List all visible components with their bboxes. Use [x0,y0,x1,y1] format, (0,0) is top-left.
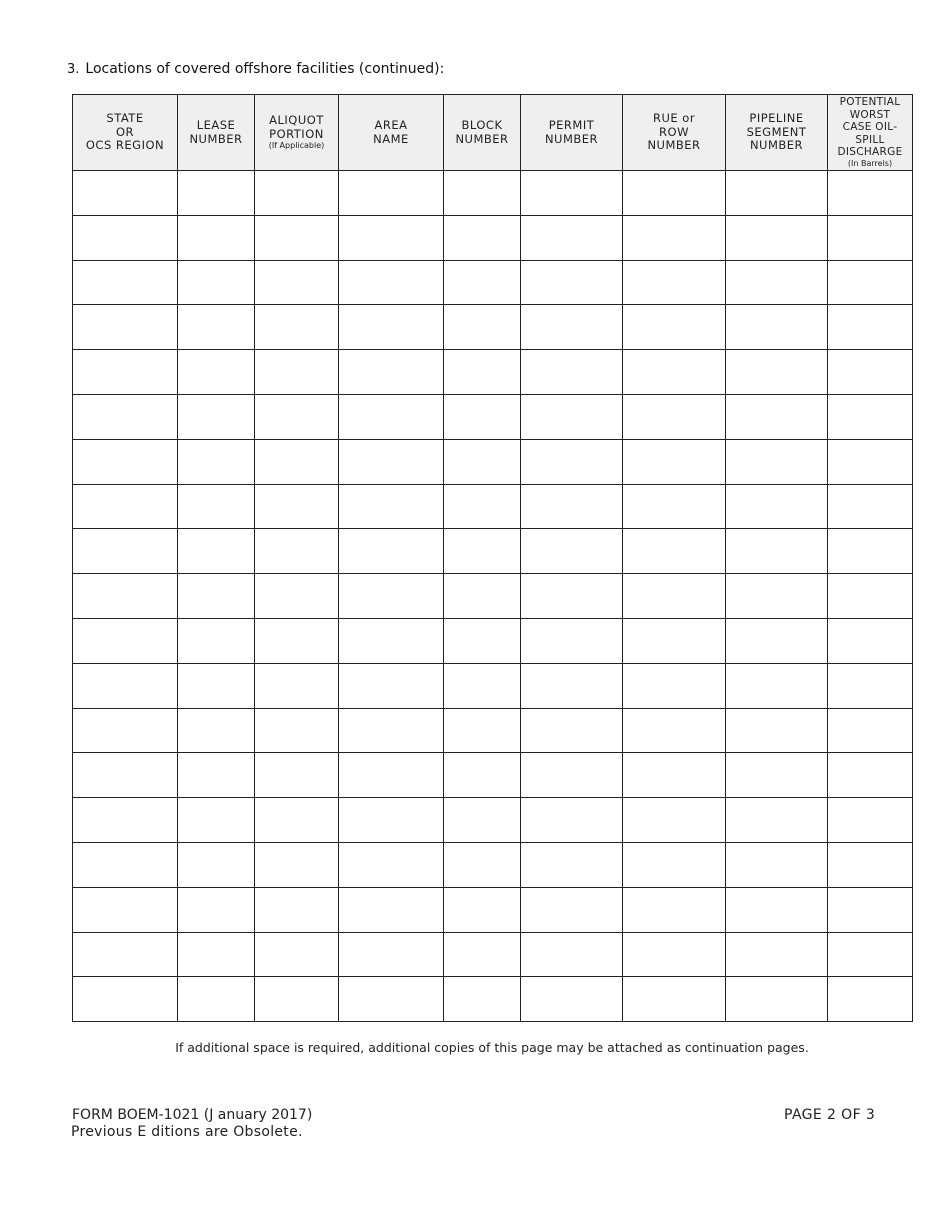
cell-worst-case-discharge[interactable] [828,260,913,305]
cell-aliquot-portion[interactable] [255,215,339,260]
cell-pipeline-segment-number[interactable] [726,484,828,529]
cell-pipeline-segment-number[interactable] [726,708,828,753]
cell-block-number[interactable] [444,663,521,708]
table-row [73,171,913,216]
page-number: PAGE 2 OF 3 [784,1107,876,1123]
cell-permit-number[interactable] [521,663,623,708]
cell-worst-case-discharge[interactable] [828,618,913,663]
cell-rue-row-number[interactable] [623,708,726,753]
column-header-pipeline-segment-number: PIPELINE SEGMENT NUMBER [726,95,828,171]
cell-area-name[interactable] [339,574,444,619]
cell-rue-row-number[interactable] [623,439,726,484]
cell-area-name[interactable] [339,887,444,932]
cell-state-ocs-region[interactable] [73,663,178,708]
cell-permit-number[interactable] [521,932,623,977]
cell-aliquot-portion[interactable] [255,663,339,708]
column-header-aliquot-portion: ALIQUOT PORTION (If Applicable) [255,95,339,171]
cell-permit-number[interactable] [521,842,623,887]
cell-area-name[interactable] [339,484,444,529]
column-header-worst-case-discharge: POTENTIAL WORST CASE OIL- SPILL DISCHARGE (In Barrels) [828,95,913,171]
cell-permit-number[interactable] [521,394,623,439]
cell-worst-case-discharge[interactable] [828,842,913,887]
cell-block-number[interactable] [444,753,521,798]
cell-rue-row-number[interactable] [623,529,726,574]
cell-area-name[interactable] [339,260,444,305]
cell-worst-case-discharge[interactable] [828,394,913,439]
table-row [73,305,913,350]
cell-permit-number[interactable] [521,977,623,1022]
column-header-state-ocs-region: STATE OR OCS REGION [73,95,178,171]
cell-block-number[interactable] [444,394,521,439]
cell-state-ocs-region[interactable] [73,215,178,260]
cell-worst-case-discharge[interactable] [828,484,913,529]
cell-pipeline-segment-number[interactable] [726,439,828,484]
table-row [73,260,913,305]
cell-rue-row-number[interactable] [623,753,726,798]
cell-state-ocs-region[interactable] [73,708,178,753]
section-number: 3. [67,62,80,77]
cell-permit-number[interactable] [521,618,623,663]
cell-pipeline-segment-number[interactable] [726,842,828,887]
cell-pipeline-segment-number[interactable] [726,350,828,395]
cell-rue-row-number[interactable] [623,484,726,529]
table-row [73,215,913,260]
cell-lease-number[interactable] [178,708,255,753]
table-row [73,708,913,753]
cell-aliquot-portion[interactable] [255,887,339,932]
cell-block-number[interactable] [444,171,521,216]
cell-area-name[interactable] [339,798,444,843]
cell-aliquot-portion[interactable] [255,529,339,574]
cell-lease-number[interactable] [178,753,255,798]
cell-state-ocs-region[interactable] [73,394,178,439]
table-row [73,842,913,887]
cell-lease-number[interactable] [178,798,255,843]
cell-state-ocs-region[interactable] [73,529,178,574]
cell-lease-number[interactable] [178,887,255,932]
continuation-note: If additional space is required, additional copies of this page may be attached as continuation pages. [175,1040,809,1055]
cell-state-ocs-region[interactable] [73,753,178,798]
cell-area-name[interactable] [339,439,444,484]
cell-permit-number[interactable] [521,305,623,350]
cell-worst-case-discharge[interactable] [828,215,913,260]
cell-lease-number[interactable] [178,663,255,708]
cell-pipeline-segment-number[interactable] [726,977,828,1022]
cell-permit-number[interactable] [521,350,623,395]
cell-pipeline-segment-number[interactable] [726,305,828,350]
cell-worst-case-discharge[interactable] [828,574,913,619]
cell-rue-row-number[interactable] [623,394,726,439]
column-header-block-number: BLOCK NUMBER [444,95,521,171]
table-header-row [73,95,913,171]
cell-block-number[interactable] [444,618,521,663]
cell-area-name[interactable] [339,708,444,753]
table-row [73,574,913,619]
cell-area-name[interactable] [339,215,444,260]
cell-area-name[interactable] [339,350,444,395]
cell-lease-number[interactable] [178,215,255,260]
cell-aliquot-portion[interactable] [255,350,339,395]
cell-aliquot-portion[interactable] [255,484,339,529]
table-row [73,529,913,574]
cell-pipeline-segment-number[interactable] [726,529,828,574]
cell-worst-case-discharge[interactable] [828,977,913,1022]
cell-aliquot-portion[interactable] [255,439,339,484]
cell-area-name[interactable] [339,529,444,574]
cell-lease-number[interactable] [178,305,255,350]
cell-rue-row-number[interactable] [623,932,726,977]
cell-area-name[interactable] [339,305,444,350]
cell-lease-number[interactable] [178,350,255,395]
cell-worst-case-discharge[interactable] [828,529,913,574]
cell-pipeline-segment-number[interactable] [726,171,828,216]
cell-block-number[interactable] [444,708,521,753]
cell-block-number[interactable] [444,350,521,395]
cell-aliquot-portion[interactable] [255,574,339,619]
cell-aliquot-portion[interactable] [255,171,339,216]
cell-block-number[interactable] [444,932,521,977]
cell-area-name[interactable] [339,663,444,708]
cell-permit-number[interactable] [521,529,623,574]
cell-block-number[interactable] [444,439,521,484]
cell-state-ocs-region[interactable] [73,171,178,216]
cell-lease-number[interactable] [178,394,255,439]
cell-area-name[interactable] [339,842,444,887]
cell-area-name[interactable] [339,977,444,1022]
cell-worst-case-discharge[interactable] [828,663,913,708]
obsolete-notice: Previous E ditions are Obsolete. [71,1124,303,1140]
cell-block-number[interactable] [444,484,521,529]
cell-block-number[interactable] [444,842,521,887]
cell-block-number[interactable] [444,529,521,574]
cell-lease-number[interactable] [178,977,255,1022]
cell-pipeline-segment-number[interactable] [726,887,828,932]
cell-permit-number[interactable] [521,887,623,932]
cell-lease-number[interactable] [178,529,255,574]
cell-permit-number[interactable] [521,484,623,529]
table-body [73,171,913,1022]
cell-area-name[interactable] [339,753,444,798]
cell-state-ocs-region[interactable] [73,484,178,529]
cell-rue-row-number[interactable] [623,842,726,887]
section-title: Locations of covered offshore facilities (continued): [85,61,445,77]
table-row [73,484,913,529]
cell-pipeline-segment-number[interactable] [726,753,828,798]
cell-aliquot-portion[interactable] [255,305,339,350]
cell-permit-number[interactable] [521,574,623,619]
cell-worst-case-discharge[interactable] [828,798,913,843]
cell-aliquot-portion[interactable] [255,932,339,977]
barrels-note: (In Barrels) [847,158,893,168]
column-header-permit-number: PERMIT NUMBER [521,95,623,171]
form-id: FORM BOEM-1021 (J anuary 2017) [72,1107,313,1123]
cell-aliquot-portion[interactable] [255,798,339,843]
cell-block-number[interactable] [444,215,521,260]
cell-rue-row-number[interactable] [623,171,726,216]
facilities-table [72,94,913,1022]
cell-pipeline-segment-number[interactable] [726,798,828,843]
cell-permit-number[interactable] [521,171,623,216]
cell-block-number[interactable] [444,977,521,1022]
cell-block-number[interactable] [444,574,521,619]
cell-aliquot-portion[interactable] [255,394,339,439]
cell-aliquot-portion[interactable] [255,977,339,1022]
cell-rue-row-number[interactable] [623,798,726,843]
cell-pipeline-segment-number[interactable] [726,574,828,619]
cell-aliquot-portion[interactable] [255,842,339,887]
cell-worst-case-discharge[interactable] [828,753,913,798]
cell-rue-row-number[interactable] [623,977,726,1022]
cell-block-number[interactable] [444,798,521,843]
cell-lease-number[interactable] [178,484,255,529]
cell-worst-case-discharge[interactable] [828,350,913,395]
cell-lease-number[interactable] [178,171,255,216]
cell-lease-number[interactable] [178,618,255,663]
cell-lease-number[interactable] [178,574,255,619]
cell-worst-case-discharge[interactable] [828,439,913,484]
cell-worst-case-discharge[interactable] [828,305,913,350]
cell-block-number[interactable] [444,887,521,932]
cell-aliquot-portion[interactable] [255,708,339,753]
cell-permit-number[interactable] [521,798,623,843]
cell-pipeline-segment-number[interactable] [726,932,828,977]
cell-pipeline-segment-number[interactable] [726,260,828,305]
cell-permit-number[interactable] [521,708,623,753]
cell-rue-row-number[interactable] [623,215,726,260]
cell-worst-case-discharge[interactable] [828,708,913,753]
cell-area-name[interactable] [339,618,444,663]
table-row [73,394,913,439]
cell-lease-number[interactable] [178,932,255,977]
cell-pipeline-segment-number[interactable] [726,215,828,260]
table-row [73,618,913,663]
cell-rue-row-number[interactable] [623,663,726,708]
cell-permit-number[interactable] [521,215,623,260]
cell-lease-number[interactable] [178,439,255,484]
cell-permit-number[interactable] [521,439,623,484]
cell-rue-row-number[interactable] [623,260,726,305]
table-row [73,798,913,843]
cell-lease-number[interactable] [178,260,255,305]
cell-permit-number[interactable] [521,260,623,305]
cell-rue-row-number[interactable] [623,887,726,932]
column-header-area-name: AREA NAME [339,95,444,171]
cell-state-ocs-region[interactable] [73,977,178,1022]
aliquot-note: (If Applicable) [268,141,325,150]
cell-worst-case-discharge[interactable] [828,887,913,932]
cell-state-ocs-region[interactable] [73,350,178,395]
table-row [73,350,913,395]
cell-state-ocs-region[interactable] [73,439,178,484]
cell-rue-row-number[interactable] [623,574,726,619]
cell-state-ocs-region[interactable] [73,932,178,977]
cell-permit-number[interactable] [521,753,623,798]
table-row [73,887,913,932]
cell-area-name[interactable] [339,394,444,439]
table-row [73,753,913,798]
column-header-lease-number: LEASE NUMBER [178,95,255,171]
cell-rue-row-number[interactable] [623,350,726,395]
cell-aliquot-portion[interactable] [255,618,339,663]
cell-state-ocs-region[interactable] [73,798,178,843]
section-heading [67,61,444,77]
cell-pipeline-segment-number[interactable] [726,618,828,663]
table-row [73,977,913,1022]
cell-area-name[interactable] [339,171,444,216]
cell-rue-row-number[interactable] [623,618,726,663]
cell-state-ocs-region[interactable] [73,574,178,619]
cell-state-ocs-region[interactable] [73,618,178,663]
cell-state-ocs-region[interactable] [73,260,178,305]
cell-state-ocs-region[interactable] [73,305,178,350]
cell-worst-case-discharge[interactable] [828,932,913,977]
cell-block-number[interactable] [444,260,521,305]
table-row [73,663,913,708]
cell-area-name[interactable] [339,932,444,977]
cell-state-ocs-region[interactable] [73,887,178,932]
cell-worst-case-discharge[interactable] [828,171,913,216]
cell-rue-row-number[interactable] [623,305,726,350]
cell-block-number[interactable] [444,305,521,350]
cell-aliquot-portion[interactable] [255,753,339,798]
cell-lease-number[interactable] [178,842,255,887]
cell-state-ocs-region[interactable] [73,842,178,887]
cell-pipeline-segment-number[interactable] [726,663,828,708]
column-header-rue-row-number: RUE or ROW NUMBER [623,95,726,171]
cell-pipeline-segment-number[interactable] [726,394,828,439]
table-row [73,932,913,977]
table-row [73,439,913,484]
cell-aliquot-portion[interactable] [255,260,339,305]
